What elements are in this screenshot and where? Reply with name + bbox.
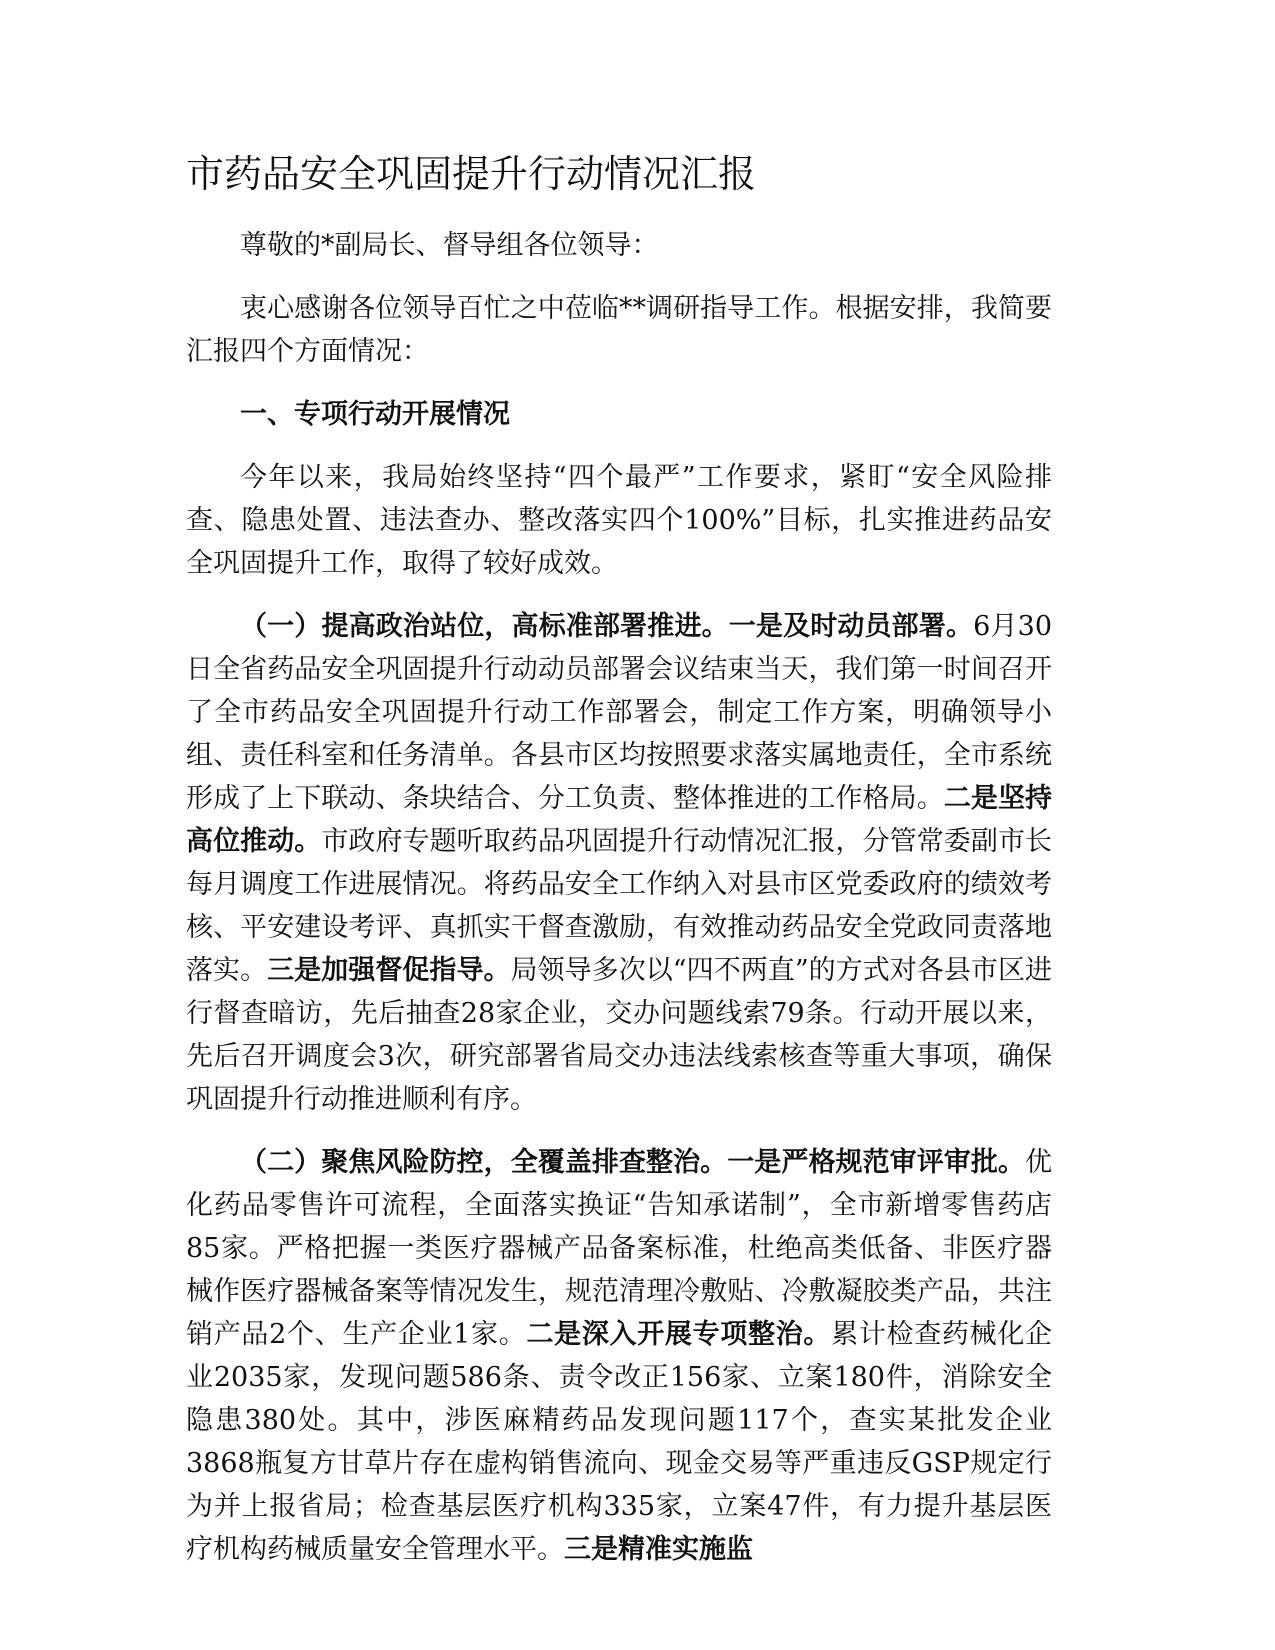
document-body [186, 224, 1052, 1591]
paragraph-bold-point: 三是精准实施监 [564, 1534, 753, 1565]
overview-paragraph: 今年以来，我局始终坚持“四个最严”工作要求，紧盯“安全风险排查、隐患处置、违法查办、整改落实四个100%”目标，扎实推进药品安全巩固提升工作，取得了较好成效。 [186, 462, 1052, 579]
section-heading: 一、专项行动开展情况 [240, 399, 510, 430]
paragraph-bold-point: 二是深入开展专项整治。 [526, 1319, 832, 1350]
paragraph-lead: （一）提高政治站位，高标准部署推进。一是及时动员部署。 [240, 611, 974, 642]
paragraph-bold-point: 三是加强督促指导。 [267, 955, 511, 986]
paragraph-deployment [186, 605, 1052, 1121]
paragraph-text: 市政府专题听取药品巩固提升行动情况汇报，分管常委副市长每月调度工作进展情况。将药品安全工作纳入对县市区党委政府的绩效考核、平安建设考评、真抓实干督查激励，有效推动药品安全党政同责落地落实。 [186, 826, 1053, 986]
intro-paragraph: 衷心感谢各位领导百忙之中莅临**调研指导工作。根据安排，我简要汇报四个方面情况： [186, 293, 1052, 367]
paragraph-lead: （二）聚焦风险防控，全覆盖排查整治。一是严格规范审评审批。 [240, 1147, 1025, 1178]
paragraph-text: 6月30日全省药品安全巩固提升行动动员部署会议结束当天，我们第一时间召开了全市药品安全巩固提升行动工作部署会，制定工作方案，明确领导小组、责任科室和任务清单。各县市区均按照要求落实属地责任，全市系统形成了上下联动、条块结合、分工负责、整体推进的工作格局。 [186, 611, 1052, 814]
paragraph-bold-point: 二是坚持高位推动。 [186, 783, 1053, 857]
paragraph-text: 累计检查药械化企业2035家，发现问题586条、责令改正156家、立案180件，消除安全隐患380处。其中，涉医麻精药品发现问题117个，查实某批发企业3868瓶复方甘草片存在虚构销售流向、现金交易等严重违反GSP规定行为并上报省局；检查基层医疗机构335家，立案47件，有力提升基层医疗机构药械质量安全管理水平。 [186, 1319, 1053, 1565]
paragraph-text: 局领导多次以“四不两直”的方式对各县市区进行督查暗访，先后抽查28家企业，交办问题线索79条。行动开展以来，先后召开调度会3次，研究部署省局交办违法线索核查等重大事项，确保巩固提升行动推进顺利有序。 [186, 955, 1053, 1115]
paragraph-risk-control [186, 1141, 1052, 1571]
paragraph-text: 优化药品零售许可流程，全面落实换证“告知承诺制”，全市新增零售药店85家。严格把握一类医疗器械产品备案标准，杜绝高类低备、非医疗器械作医疗器械备案等情况发生，规范清理冷敷贴、冷敷凝胶类产品，共注销产品2个、生产企业1家。 [186, 1147, 1052, 1350]
document-title: 市药品安全巩固提升行动情况汇报 [186, 152, 757, 196]
salutation: 尊敬的*副局长、督导组各位领导： [240, 230, 659, 261]
